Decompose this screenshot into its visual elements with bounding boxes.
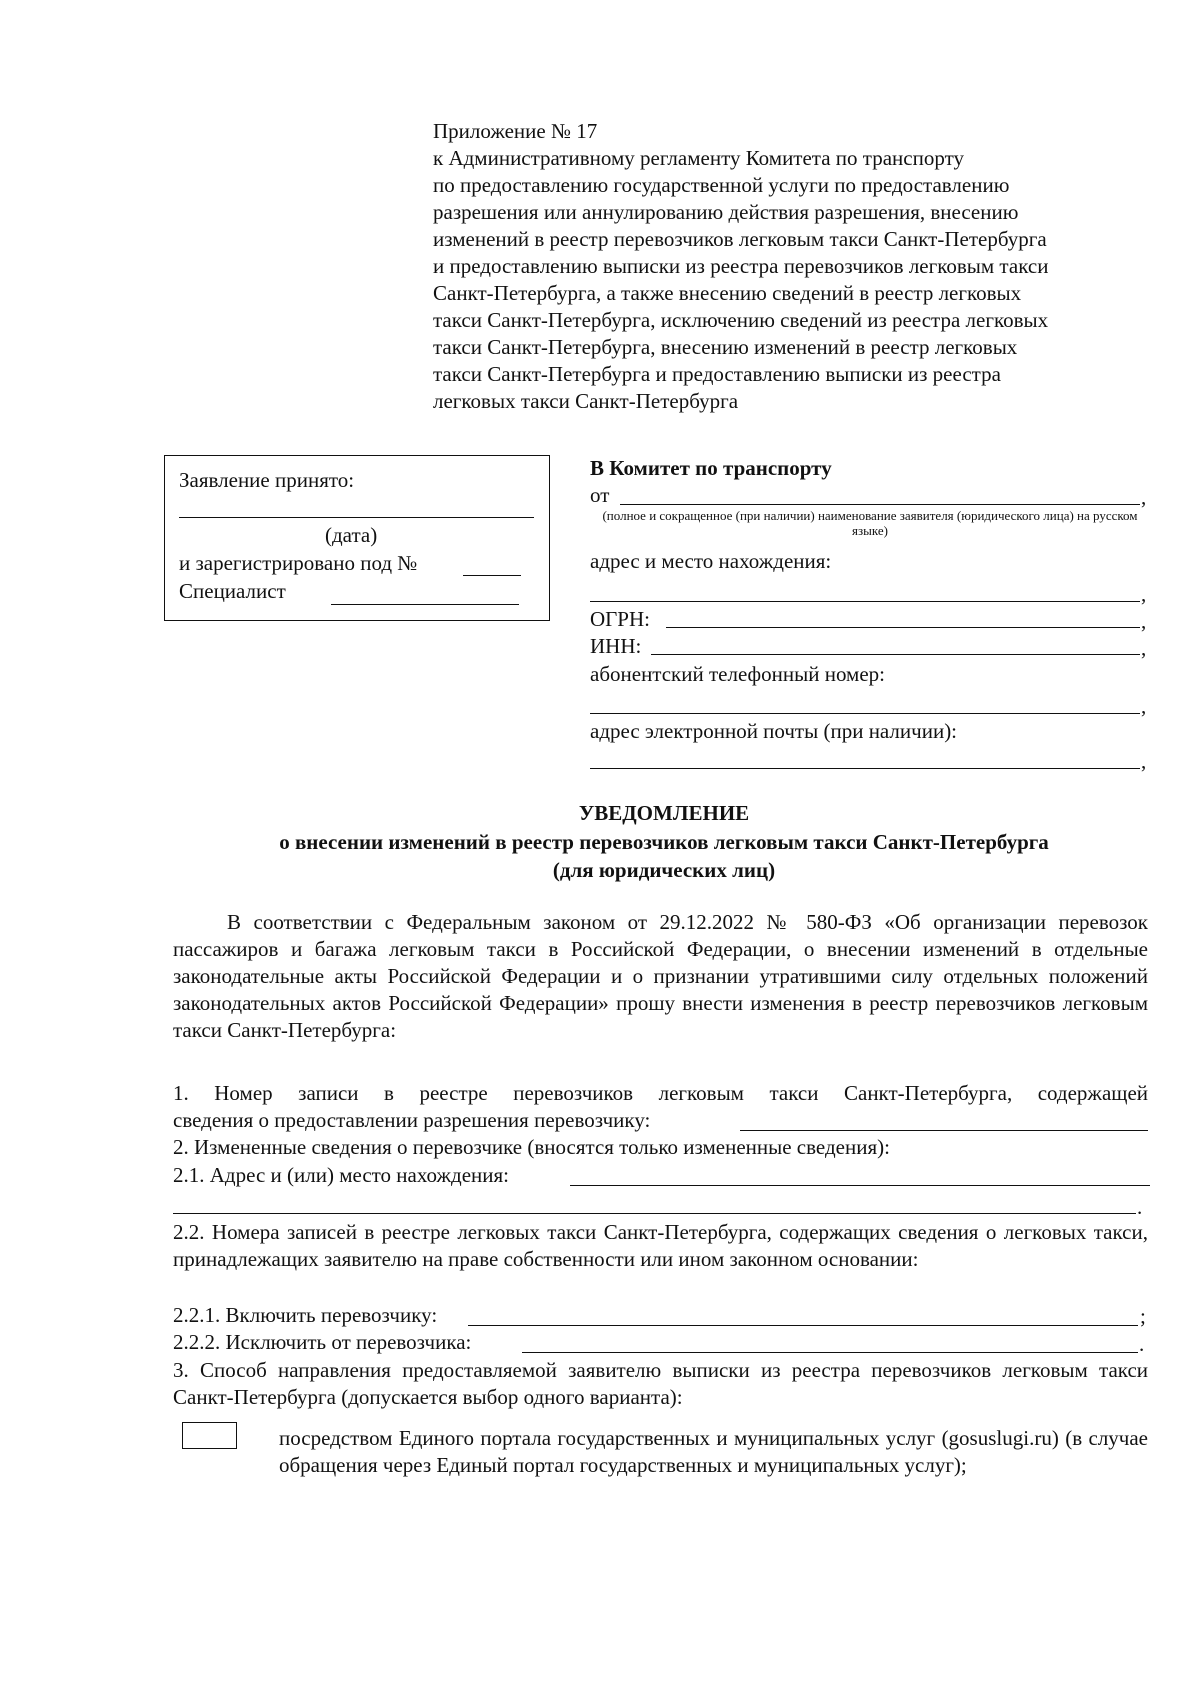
receipt-box: [164, 455, 550, 621]
appendix-line: Приложение № 17: [433, 119, 598, 143]
applicant-name-hint: (полное и сокращенное (при наличии) наименование заявителя (юридического лица) на русском языке): [602, 508, 1138, 538]
appendix-line: разрешения или аннулированию действия разрешения, внесению: [433, 200, 1019, 224]
comma: ,: [1141, 694, 1147, 718]
period: .: [1137, 1195, 1143, 1219]
from-label: от: [590, 483, 610, 507]
option-gosuslugi-label: посредством Единого портала государственных и муниципальных услуг (gosuslugi.ru) (в случае обращения через Единый портал государственных и муниципальных услуг);: [279, 1426, 1148, 1477]
comma: ,: [1141, 636, 1147, 660]
period: .: [1139, 1332, 1145, 1356]
intro-paragraph: В соответствии с Федеральным законом от 29.12.2022 № 580-ФЗ «Об организации перевозок пассажиров и багажа легковым такси в Российской Федерации, о внесении изменений в отдельные законодательные акты Российской Федерации и о признании утратившими силу отдельных положений законодательных актов Российской Федерации» прошу внести изменения в реестр перевозчиков легковым такси Санкт-Петербурга:: [173, 910, 1148, 1042]
phone-label: абонентский телефонный номер:: [590, 662, 886, 686]
phone-line[interactable]: [590, 713, 1140, 714]
document-title: УВЕДОМЛЕНИЕ: [578, 801, 750, 825]
appendix-line: легковых такси Санкт-Петербурга: [433, 389, 739, 413]
ogrn-line[interactable]: [666, 627, 1140, 628]
appendix-line: по предоставлению государственной услуги по предоставлению: [433, 173, 1010, 197]
address-change-line[interactable]: [570, 1185, 1150, 1186]
item-2-2-1: 2.2.1. Включить перевозчику:: [173, 1303, 438, 1327]
appendix-line: такси Санкт-Петербурга и предоставлению выписки из реестра: [433, 362, 1001, 386]
date-label: (дата): [325, 523, 378, 547]
applicant-name-line[interactable]: [620, 504, 1140, 505]
registered-label: и зарегистрировано под №: [179, 551, 418, 575]
inn-line[interactable]: [651, 654, 1140, 655]
email-label: адрес электронной почты (при наличии):: [590, 719, 958, 743]
appendix-line: и предоставлению выписки из реестра перевозчиков легковым такси: [433, 254, 1049, 278]
appendix-line: такси Санкт-Петербурга, исключению сведений из реестра легковых: [433, 308, 1049, 332]
specialist-label: Специалист: [179, 579, 286, 603]
item-2: 2. Измененные сведения о перевозчике (вносятся только измененные сведения):: [173, 1135, 890, 1159]
item-2-1: 2.1. Адрес и (или) место нахождения:: [173, 1163, 510, 1187]
option-gosuslugi-checkbox[interactable]: [182, 1422, 237, 1449]
exclude-carrier-line[interactable]: [522, 1352, 1138, 1353]
comma: ,: [1141, 609, 1147, 633]
record-number-line[interactable]: [740, 1130, 1148, 1131]
address-line[interactable]: [590, 601, 1140, 602]
accepted-label: Заявление принято:: [179, 468, 355, 492]
item-1-line-2: сведения о предоставлении разрешения перевозчику:: [173, 1108, 651, 1132]
appendix-line: такси Санкт-Петербурга, внесению изменений в реестр легковых: [433, 335, 1018, 359]
item-1-line-1: 1. Номер записи в реестре перевозчиков легковым такси Санкт-Петербурга, содержащей: [173, 1081, 1148, 1105]
ogrn-label: ОГРН:: [590, 607, 650, 631]
date-line[interactable]: [179, 517, 534, 518]
comma: ,: [1141, 485, 1147, 509]
specialist-line[interactable]: [331, 604, 519, 605]
inn-label: ИНН:: [590, 634, 642, 658]
item-2-2: 2.2. Номера записей в реестре легковых такси Санкт-Петербурга, содержащих сведения о легковых такси, принадлежащих заявителю на праве собственности или ином законном основании:: [173, 1220, 1148, 1271]
appendix-line: изменений в реестр перевозчиков легковым такси Санкт-Петербурга: [433, 227, 1047, 251]
addressee-to: В Комитет по транспорту: [590, 456, 832, 480]
document-subtitle-applicant-type: (для юридических лиц): [552, 858, 776, 882]
address-change-line-2[interactable]: [173, 1213, 1136, 1214]
address-label: адрес и место нахождения:: [590, 549, 832, 573]
comma: ,: [1141, 582, 1147, 606]
registration-number-line[interactable]: [463, 575, 521, 576]
include-carrier-line[interactable]: [468, 1325, 1138, 1326]
appendix-line: Санкт-Петербурга, а также внесению сведений в реестр легковых: [433, 281, 1022, 305]
email-line[interactable]: [590, 768, 1140, 769]
document-subtitle: о внесении изменений в реестр перевозчиков легковым такси Санкт-Петербурга: [279, 830, 1049, 854]
item-2-2-2: 2.2.2. Исключить от перевозчика:: [173, 1330, 472, 1354]
item-3: 3. Способ направления предоставляемой заявителю выписки из реестра перевозчиков легковым такси Санкт-Петербурга (допускается выбор одного варианта):: [173, 1358, 1148, 1409]
semicolon: ;: [1140, 1304, 1146, 1328]
appendix-header: [433, 118, 1173, 415]
comma: ,: [1141, 749, 1147, 773]
appendix-line: к Административному регламенту Комитета по транспорту: [433, 146, 964, 170]
